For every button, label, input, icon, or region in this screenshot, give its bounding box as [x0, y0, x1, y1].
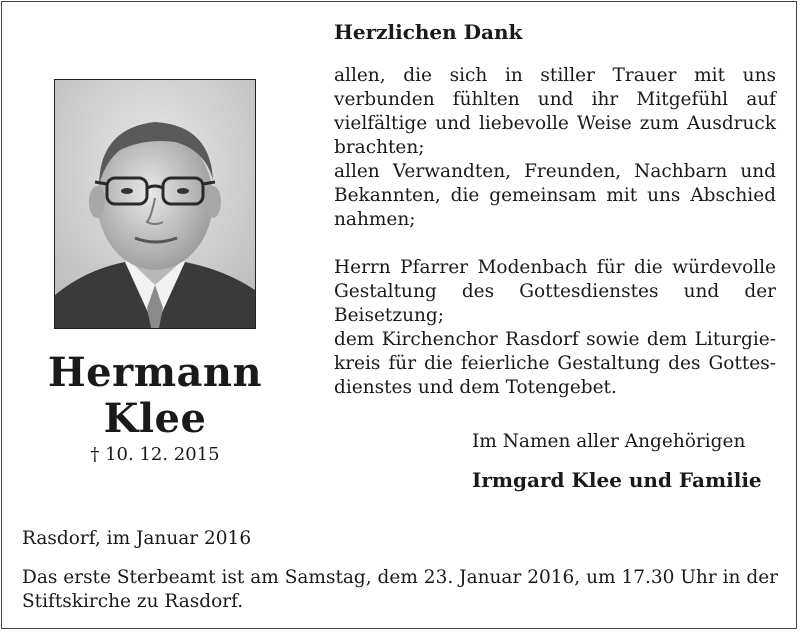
thanks-paragraph: dem Kirchenchor Rasdorf sowie dem Liturgiekreis für die feierliche Gestaltung des Gottesdienstes und dem Totengebet.: [334, 329, 776, 398]
thanks-paragraph: allen, die sich in stiller Trauer mit uns verbunden fühlten und ihr Mitgefühl auf vielfältige und liebevolle Weise zum Ausdruck brachten;: [334, 65, 776, 158]
thanks-title: Herzlichen Dank: [334, 20, 523, 44]
mass-notice: Das erste Sterbeamt ist am Samstag, dem 23. Januar 2016, um 17.30 Uhr in der Stiftskirche zu Rasdorf.: [22, 567, 778, 612]
deceased-last-name: Klee: [103, 395, 207, 442]
portrait-photo: [54, 79, 256, 329]
place-date: Rasdorf, im Januar 2016: [22, 528, 252, 549]
deceased-first-name: Hermann: [47, 349, 263, 396]
signature-name: Irmgard Klee und Familie: [472, 468, 762, 492]
thanks-paragraph: Herrn Pfarrer Modenbach für die würdevolle Gestaltung des Gottesdienstes und der Beisetzung;: [334, 257, 776, 326]
death-date: † 10. 12. 2015: [90, 444, 220, 465]
portrait-image: [55, 80, 255, 328]
thanks-paragraph: allen Verwandten, Freunden, Nachbarn und Bekannten, die gemeinsam mit uns Abschied nahmen;: [334, 161, 776, 230]
signature-intro: Im Namen aller Angehörigen: [472, 431, 746, 452]
